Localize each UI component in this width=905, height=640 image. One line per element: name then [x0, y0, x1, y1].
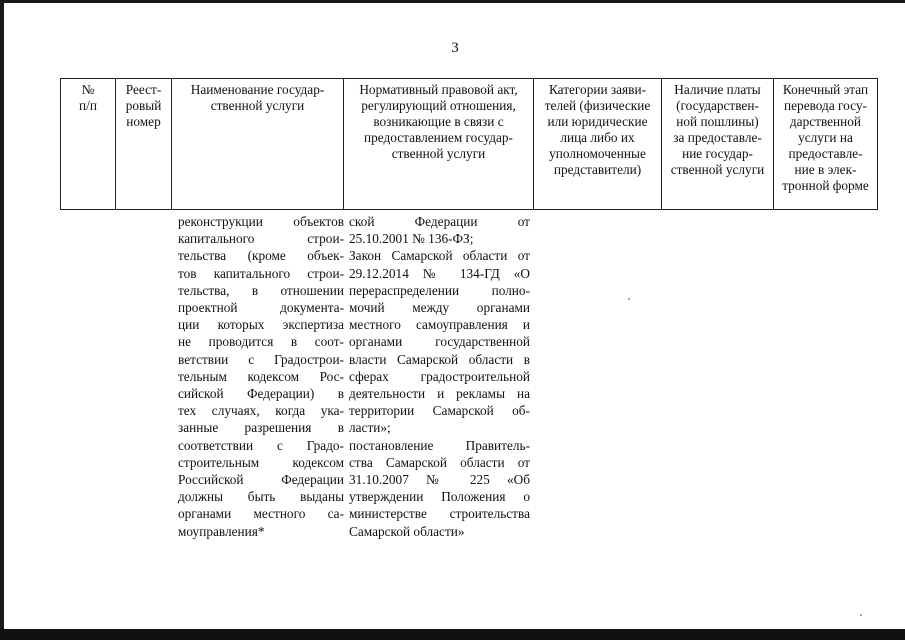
scan-speck — [860, 614, 862, 616]
header-line: предоставлением государ- — [364, 130, 513, 145]
text-line: соответствии с Градо- — [178, 437, 344, 453]
header-cell-final-stage — [774, 79, 878, 210]
text-line: проектной документа- — [178, 300, 344, 316]
text-line: тельным кодексом Рос- — [178, 368, 344, 384]
header-line: п/п — [79, 98, 97, 113]
header-line: уполномоченные — [549, 146, 646, 161]
header-cell-applicant-categories — [534, 79, 662, 210]
text-line: строительным кодексом — [178, 454, 344, 470]
text-line: 31.10.2007 № 225 «Об — [349, 472, 530, 488]
text-line: тов капитального строи- — [178, 265, 344, 281]
text-line: моуправления* — [178, 523, 265, 539]
header-line: регулирующий отношения, — [361, 98, 516, 113]
header-line: услуги на — [798, 130, 853, 145]
text-line: постановление Правитель- — [349, 437, 530, 453]
text-line: власти Самарской области в — [349, 351, 530, 367]
text-line: министерстве строительства — [349, 506, 530, 522]
text-line: ветствии с Градострои- — [178, 351, 344, 367]
text-line: капитального строи- — [178, 231, 344, 247]
text-line: Закон Самарской области от — [349, 248, 530, 264]
text-line: реконструкции объектов — [178, 214, 344, 229]
header-line: тронной форме — [782, 178, 869, 193]
header-line: или юридические — [547, 114, 648, 129]
text-line: тельства, в отношении — [178, 282, 344, 298]
header-line: ние в элек- — [794, 162, 857, 177]
header-line: ственной услуги — [670, 162, 765, 177]
text-line: должны быть выданы — [178, 489, 344, 505]
text-line: местного самоуправления и — [349, 317, 530, 333]
header-line: ной пошлины) — [676, 114, 759, 129]
header-line: представители) — [553, 162, 642, 177]
text-line: 29.12.2014 № 134-ГД «О — [349, 265, 530, 281]
text-line: органами государственной — [349, 334, 530, 350]
page-frame-bottom-edge — [0, 629, 905, 640]
header-line: предоставле- — [788, 146, 863, 161]
scan-speck — [628, 298, 630, 300]
header-line: ние государ- — [682, 146, 753, 161]
header-line: за предоставле- — [673, 130, 762, 145]
text-line: деятельности и рекламы на — [349, 386, 530, 402]
header-cell-registry-number — [116, 79, 172, 210]
header-line: ственной услуги — [210, 98, 305, 113]
page-number: 3 — [451, 40, 459, 56]
text-line: тех случаях, когда ука- — [178, 403, 344, 419]
legal-act-text — [349, 213, 530, 540]
header-cell-number — [61, 79, 116, 210]
header-cell-legal-act — [344, 79, 534, 210]
header-row — [61, 79, 878, 210]
text-line: тельства (кроме объек- — [178, 248, 344, 264]
page-frame-top-edge — [0, 0, 905, 3]
header-line: ственной услуги — [391, 146, 486, 161]
header-line: Нормативный правовой акт, — [359, 82, 518, 97]
text-line: территории Самарской об- — [349, 403, 530, 419]
text-line: ства Самарской области от — [349, 454, 530, 470]
text-line: занные разрешения в — [178, 420, 344, 436]
header-line: Наличие платы — [674, 82, 761, 97]
service-name-text — [178, 213, 344, 540]
header-line: ровый — [125, 98, 162, 113]
header-line: Наименование государ- — [190, 82, 325, 97]
text-line: Самарской области» — [349, 523, 465, 539]
header-line: лица либо их — [560, 130, 635, 145]
text-line: органами местного са- — [178, 506, 344, 522]
text-line: Российской Федерации — [178, 472, 344, 488]
text-line: ласти»; — [349, 420, 391, 436]
text-line: ской Федерации от — [349, 214, 530, 229]
page-frame-left-edge — [0, 0, 4, 640]
text-line: 25.10.2001 № 136-ФЗ; — [349, 231, 474, 247]
header-line: возникающие в связи с — [373, 114, 504, 129]
text-line: сферах градостроительной — [349, 368, 530, 384]
header-line: Категории заяви- — [548, 82, 647, 97]
header-cell-service-name — [172, 79, 344, 210]
text-line: перераспределении полно- — [349, 282, 530, 298]
header-line: (государствен- — [676, 98, 759, 113]
header-line: номер — [126, 114, 161, 129]
text-line: сийской Федерации) в — [178, 386, 344, 402]
text-line: утверждении Положения о — [349, 489, 530, 505]
header-line: № — [81, 82, 95, 97]
header-line: Конечный этап — [782, 82, 869, 97]
header-line: перевода госу- — [784, 98, 867, 113]
text-line: не проводится в соот- — [178, 334, 344, 350]
header-line: Реест- — [125, 82, 162, 97]
header-line: дарственной — [789, 114, 862, 129]
text-line: ции которых экспертиза — [178, 317, 344, 333]
header-line: телей (физические — [544, 98, 651, 113]
header-cell-fee — [662, 79, 774, 210]
text-line: мочий между органами — [349, 300, 530, 316]
services-table-header — [60, 78, 878, 210]
